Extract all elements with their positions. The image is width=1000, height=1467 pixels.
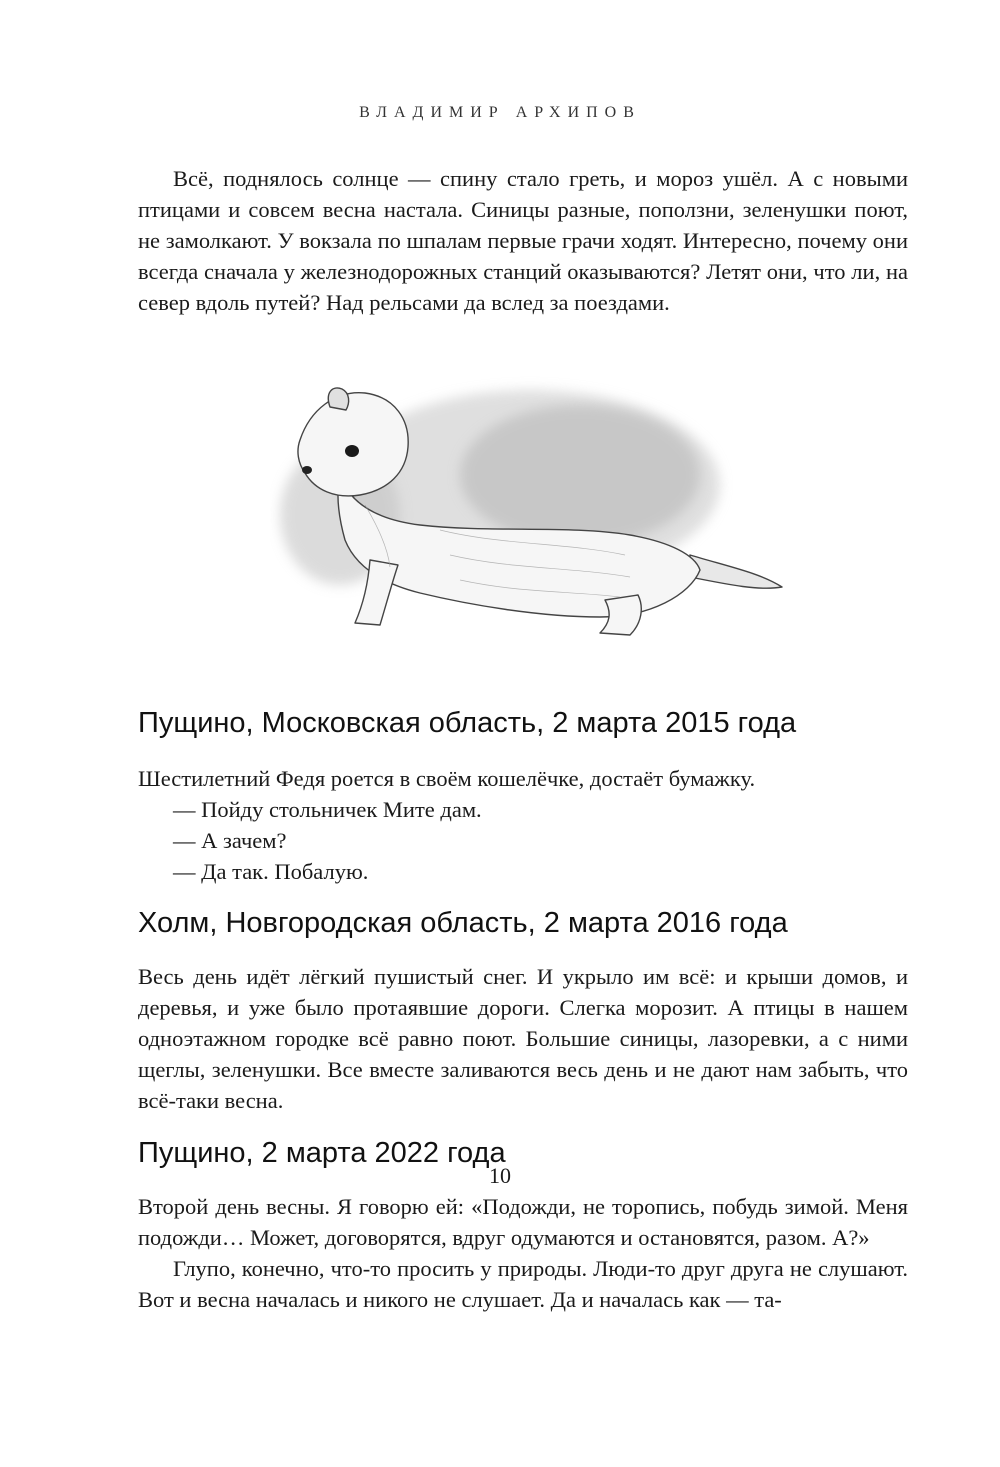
page-number: 10: [489, 1163, 511, 1188]
dialogue-line: — Пойду стольничек Мите дам.: [173, 797, 482, 822]
dialogue-line: — Да так. Побалую.: [173, 859, 369, 884]
stoat-head: [298, 393, 408, 496]
entry-line: Шестилетний Федя роется в своём кошелёчке, достаёт бумажку.: [138, 766, 756, 791]
stoat-ear: [328, 388, 348, 410]
entry-heading: Холм, Новгородская область, 2 марта 2016 года: [138, 907, 788, 939]
stoat-illustration: [270, 355, 790, 655]
running-head: ВЛАДИМИР АРХИПОВ: [359, 104, 641, 121]
stoat-eye: [345, 445, 359, 457]
stoat-nose: [302, 466, 312, 474]
entry-paragraph: Второй день весны. Я говорю ей: «Подожди, не торопись, побудь зимой. Меня подожди… Может, договорятся, вдруг одумаются и остановятся, разом. А?»: [138, 1194, 908, 1250]
entry-2015: [138, 705, 908, 887]
intro-block: [138, 163, 908, 318]
entry-2016: [138, 905, 908, 1116]
dialogue-line: — А зачем?: [173, 828, 287, 853]
intro-paragraph: Всё, поднялось солнце — спину стало греть, и мороз ушёл. А с новыми птицами и совсем весна настала. Синицы разные, поползни, зеленушки поют, не замолкают. У вокзала по шпалам первые грачи ходят. Интересно, почему они всегда сначала у железнодорожных станций оказываются? Летят они, что ли, на север вдоль путей? Над рельсами да вслед за поездами.: [138, 166, 908, 315]
entry-heading: Пущино, Московская область, 2 марта 2015 года: [138, 707, 797, 739]
entry-heading: Пущино, 2 марта 2022 года: [138, 1137, 506, 1169]
entry-paragraph: Весь день идёт лёгкий пушистый снег. И укрыло им всё: и крыши домов, и деревья, и уже было протаявшие дороги. Слегка морозит. А птицы в нашем одноэтажном городке всё равно поют. Большие синицы, лазоревки, а с ними щеглы, зеленушки. Все вместе заливаются весь день и не дают нам забыть, что всё-таки весна.: [138, 964, 908, 1113]
entry-paragraph: Глупо, конечно, что-то просить у природы. Люди-то друг друга не слушают. Вот и весна началась и никого не слушает. Да и началась как — та-: [138, 1256, 908, 1312]
entry-2022: [138, 1135, 908, 1315]
stoat-tail: [690, 555, 782, 588]
